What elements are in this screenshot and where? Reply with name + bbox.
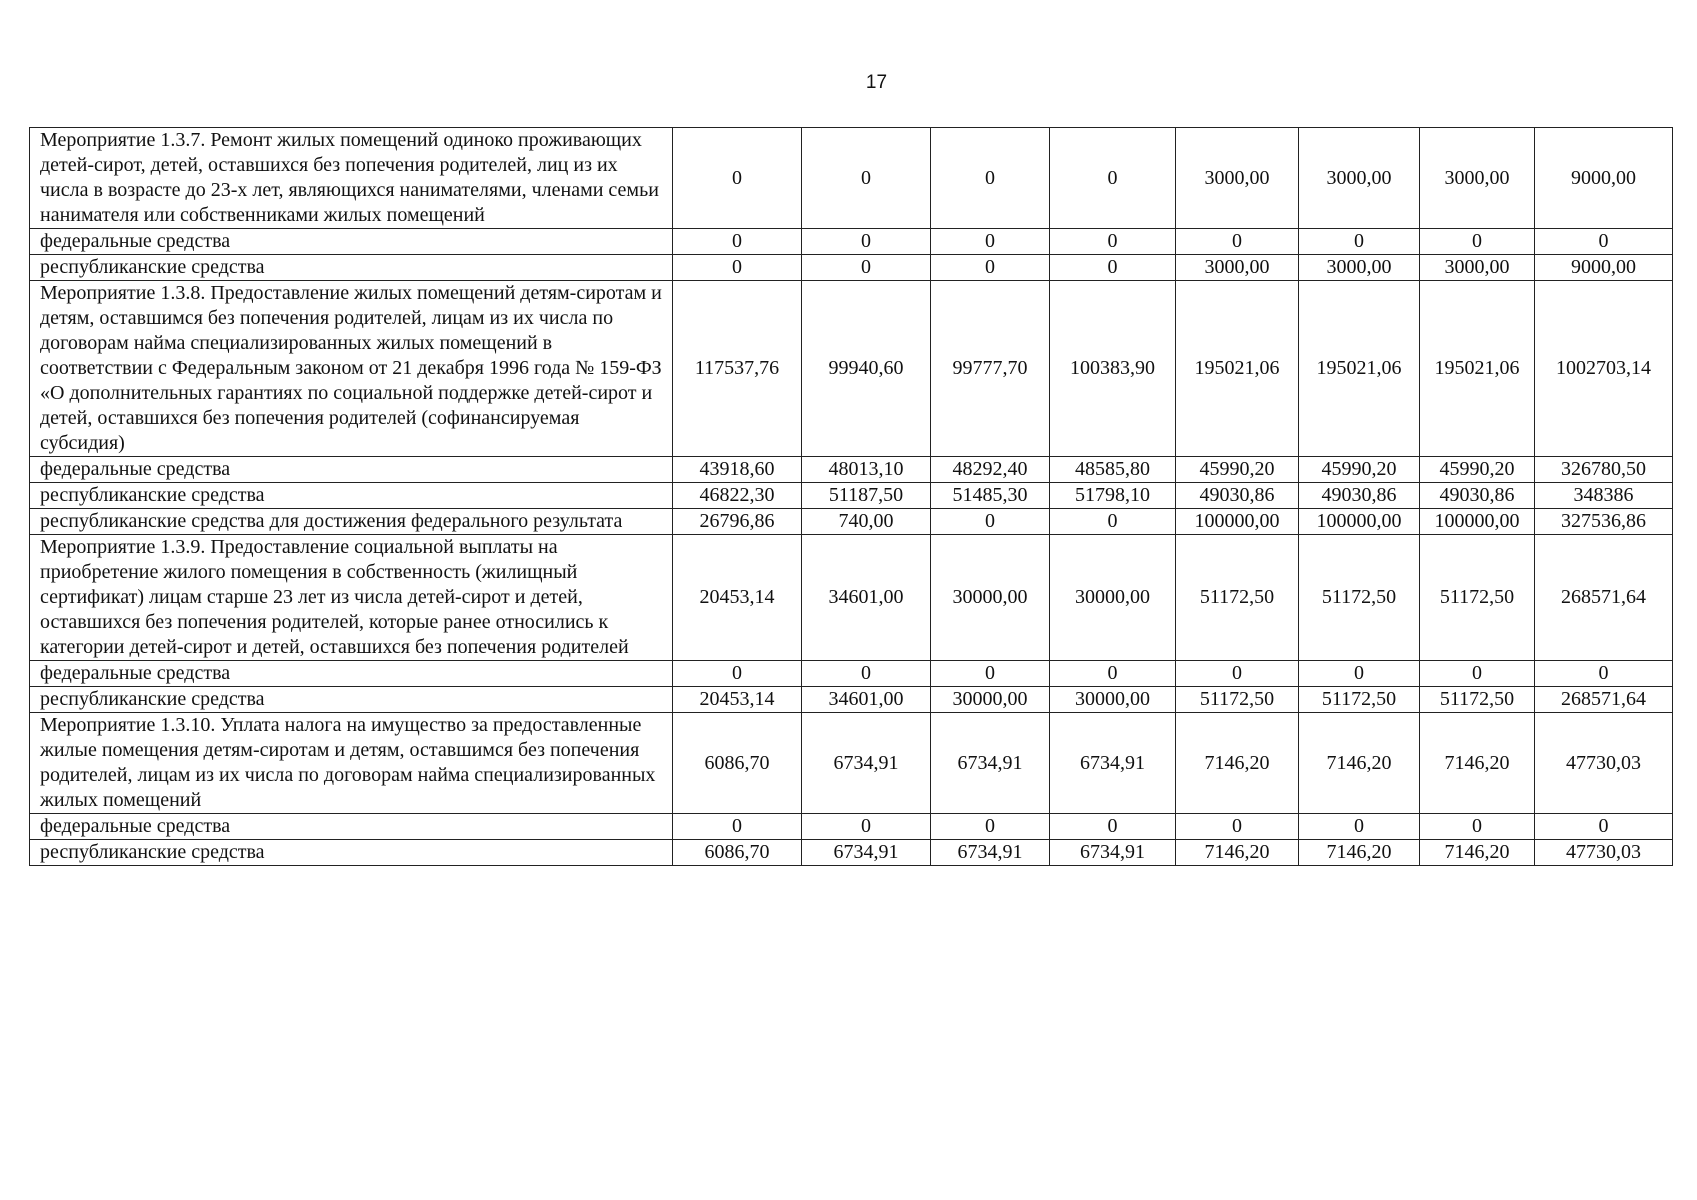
value-cell: 3000,00 — [1176, 255, 1299, 281]
value-cell: 3000,00 — [1176, 128, 1299, 229]
value-cell: 30000,00 — [1050, 535, 1176, 661]
value-cell: 49030,86 — [1299, 483, 1420, 509]
value-cell: 0 — [931, 509, 1050, 535]
value-cell: 100383,90 — [1050, 281, 1176, 457]
value-cell: 0 — [931, 229, 1050, 255]
value-cell: 0 — [1299, 814, 1420, 840]
value-cell: 195021,06 — [1299, 281, 1420, 457]
value-cell: 0 — [1050, 661, 1176, 687]
value-cell: 9000,00 — [1535, 128, 1673, 229]
value-cell: 326780,50 — [1535, 457, 1673, 483]
value-cell: 0 — [1050, 255, 1176, 281]
value-cell: 6734,91 — [931, 713, 1050, 814]
value-cell: 117537,76 — [673, 281, 802, 457]
row-label: республиканские средства — [30, 687, 673, 713]
value-cell: 45990,20 — [1420, 457, 1535, 483]
value-cell: 51798,10 — [1050, 483, 1176, 509]
value-cell: 100000,00 — [1176, 509, 1299, 535]
budget-table — [29, 127, 1673, 866]
value-cell: 46822,30 — [673, 483, 802, 509]
table-row — [30, 687, 1673, 713]
value-cell: 30000,00 — [1050, 687, 1176, 713]
value-cell: 6734,91 — [1050, 840, 1176, 866]
value-cell: 0 — [673, 229, 802, 255]
value-cell: 327536,86 — [1535, 509, 1673, 535]
value-cell: 195021,06 — [1420, 281, 1535, 457]
row-label: федеральные средства — [30, 457, 673, 483]
row-label: Мероприятие 1.3.7. Ремонт жилых помещений одиноко проживающих детей-сирот, детей, оставшихся без попечения родителей, лиц из их числа в возрасте до 23-х лет, являющихся нанимателями, членами семьи нанимателя или собственниками жилых помещений — [30, 128, 673, 229]
value-cell: 9000,00 — [1535, 255, 1673, 281]
value-cell: 49030,86 — [1420, 483, 1535, 509]
value-cell: 0 — [1050, 814, 1176, 840]
value-cell: 0 — [802, 814, 931, 840]
value-cell: 0 — [673, 255, 802, 281]
value-cell: 7146,20 — [1420, 840, 1535, 866]
value-cell: 6734,91 — [802, 713, 931, 814]
value-cell: 195021,06 — [1176, 281, 1299, 457]
row-label: федеральные средства — [30, 229, 673, 255]
row-label: Мероприятие 1.3.9. Предоставление социальной выплаты на приобретение жилого помещения в собственность (жилищный сертификат) лицам старше 23 лет из числа детей-сирот и детей, оставшихся без попечения родителей, которые ранее относились к категории детей-сирот и детей, оставшихся без попечения родителей — [30, 535, 673, 661]
value-cell: 100000,00 — [1299, 509, 1420, 535]
value-cell: 0 — [673, 814, 802, 840]
value-cell: 6086,70 — [673, 713, 802, 814]
row-label: федеральные средства — [30, 661, 673, 687]
value-cell: 0 — [931, 255, 1050, 281]
value-cell: 740,00 — [802, 509, 931, 535]
value-cell: 48013,10 — [802, 457, 931, 483]
value-cell: 30000,00 — [931, 687, 1050, 713]
value-cell: 7146,20 — [1176, 840, 1299, 866]
value-cell: 49030,86 — [1176, 483, 1299, 509]
value-cell: 7146,20 — [1420, 713, 1535, 814]
value-cell: 51172,50 — [1299, 535, 1420, 661]
value-cell: 0 — [931, 661, 1050, 687]
table-row — [30, 483, 1673, 509]
value-cell: 0 — [1050, 509, 1176, 535]
value-cell: 348386 — [1535, 483, 1673, 509]
value-cell: 3000,00 — [1299, 128, 1420, 229]
value-cell: 0 — [802, 255, 931, 281]
table-body — [30, 128, 1673, 866]
value-cell: 99940,60 — [802, 281, 931, 457]
value-cell: 45990,20 — [1176, 457, 1299, 483]
row-label: республиканские средства — [30, 483, 673, 509]
value-cell: 26796,86 — [673, 509, 802, 535]
value-cell: 6086,70 — [673, 840, 802, 866]
value-cell: 0 — [1299, 661, 1420, 687]
value-cell: 0 — [1176, 661, 1299, 687]
value-cell: 1002703,14 — [1535, 281, 1673, 457]
value-cell: 0 — [1535, 814, 1673, 840]
value-cell: 51485,30 — [931, 483, 1050, 509]
value-cell: 0 — [1050, 128, 1176, 229]
value-cell: 0 — [802, 229, 931, 255]
table-row — [30, 840, 1673, 866]
value-cell: 268571,64 — [1535, 535, 1673, 661]
value-cell: 51172,50 — [1420, 535, 1535, 661]
value-cell: 0 — [1299, 229, 1420, 255]
value-cell: 0 — [1535, 661, 1673, 687]
row-label: республиканские средства — [30, 840, 673, 866]
value-cell: 0 — [1420, 814, 1535, 840]
value-cell: 34601,00 — [802, 687, 931, 713]
value-cell: 0 — [1176, 229, 1299, 255]
row-label: Мероприятие 1.3.8. Предоставление жилых помещений детям-сиротам и детям, оставшимся без попечения родителей, лицам из их числа по договорам найма специализированных жилых помещений в соответствии с Федеральным законом от 21 декабря 1996 года № 159-ФЗ «О дополнительных гарантиях по социальной поддержке детей-сирот и детей, оставшихся без попечения родителей (софинансируемая субсидия) — [30, 281, 673, 457]
value-cell: 0 — [931, 128, 1050, 229]
row-label: Мероприятие 1.3.10. Уплата налога на имущество за предоставленные жилые помещения детям-сиротам и детям, оставшимся без попечения родителей, лицам из их числа по договорам найма специализированных жилых помещений — [30, 713, 673, 814]
value-cell: 0 — [802, 661, 931, 687]
row-label: республиканские средства для достижения федерального результата — [30, 509, 673, 535]
table-row — [30, 128, 1673, 229]
value-cell: 0 — [1420, 229, 1535, 255]
value-cell: 51172,50 — [1176, 687, 1299, 713]
value-cell: 45990,20 — [1299, 457, 1420, 483]
value-cell: 268571,64 — [1535, 687, 1673, 713]
value-cell: 3000,00 — [1299, 255, 1420, 281]
value-cell: 48585,80 — [1050, 457, 1176, 483]
row-label: федеральные средства — [30, 814, 673, 840]
value-cell: 30000,00 — [931, 535, 1050, 661]
value-cell: 3000,00 — [1420, 128, 1535, 229]
value-cell: 6734,91 — [1050, 713, 1176, 814]
table-row — [30, 281, 1673, 457]
table-row — [30, 814, 1673, 840]
value-cell: 34601,00 — [802, 535, 931, 661]
value-cell: 0 — [802, 128, 931, 229]
table-row — [30, 509, 1673, 535]
value-cell: 0 — [1176, 814, 1299, 840]
value-cell: 3000,00 — [1420, 255, 1535, 281]
value-cell: 100000,00 — [1420, 509, 1535, 535]
value-cell: 0 — [673, 128, 802, 229]
table-row — [30, 661, 1673, 687]
value-cell: 99777,70 — [931, 281, 1050, 457]
value-cell: 0 — [1050, 229, 1176, 255]
value-cell: 20453,14 — [673, 535, 802, 661]
value-cell: 51172,50 — [1176, 535, 1299, 661]
value-cell: 20453,14 — [673, 687, 802, 713]
page-number: 17 — [865, 72, 888, 93]
table-row — [30, 229, 1673, 255]
value-cell: 6734,91 — [802, 840, 931, 866]
value-cell: 51172,50 — [1420, 687, 1535, 713]
value-cell: 7146,20 — [1299, 713, 1420, 814]
value-cell: 47730,03 — [1535, 713, 1673, 814]
value-cell: 48292,40 — [931, 457, 1050, 483]
value-cell: 7146,20 — [1299, 840, 1420, 866]
table-row — [30, 255, 1673, 281]
value-cell: 47730,03 — [1535, 840, 1673, 866]
value-cell: 6734,91 — [931, 840, 1050, 866]
value-cell: 43918,60 — [673, 457, 802, 483]
value-cell: 7146,20 — [1176, 713, 1299, 814]
value-cell: 0 — [673, 661, 802, 687]
value-cell: 0 — [1420, 661, 1535, 687]
value-cell: 0 — [1535, 229, 1673, 255]
value-cell: 51172,50 — [1299, 687, 1420, 713]
value-cell: 51187,50 — [802, 483, 931, 509]
value-cell: 0 — [931, 814, 1050, 840]
table-row — [30, 713, 1673, 814]
table-row — [30, 457, 1673, 483]
row-label: республиканские средства — [30, 255, 673, 281]
table-row — [30, 535, 1673, 661]
